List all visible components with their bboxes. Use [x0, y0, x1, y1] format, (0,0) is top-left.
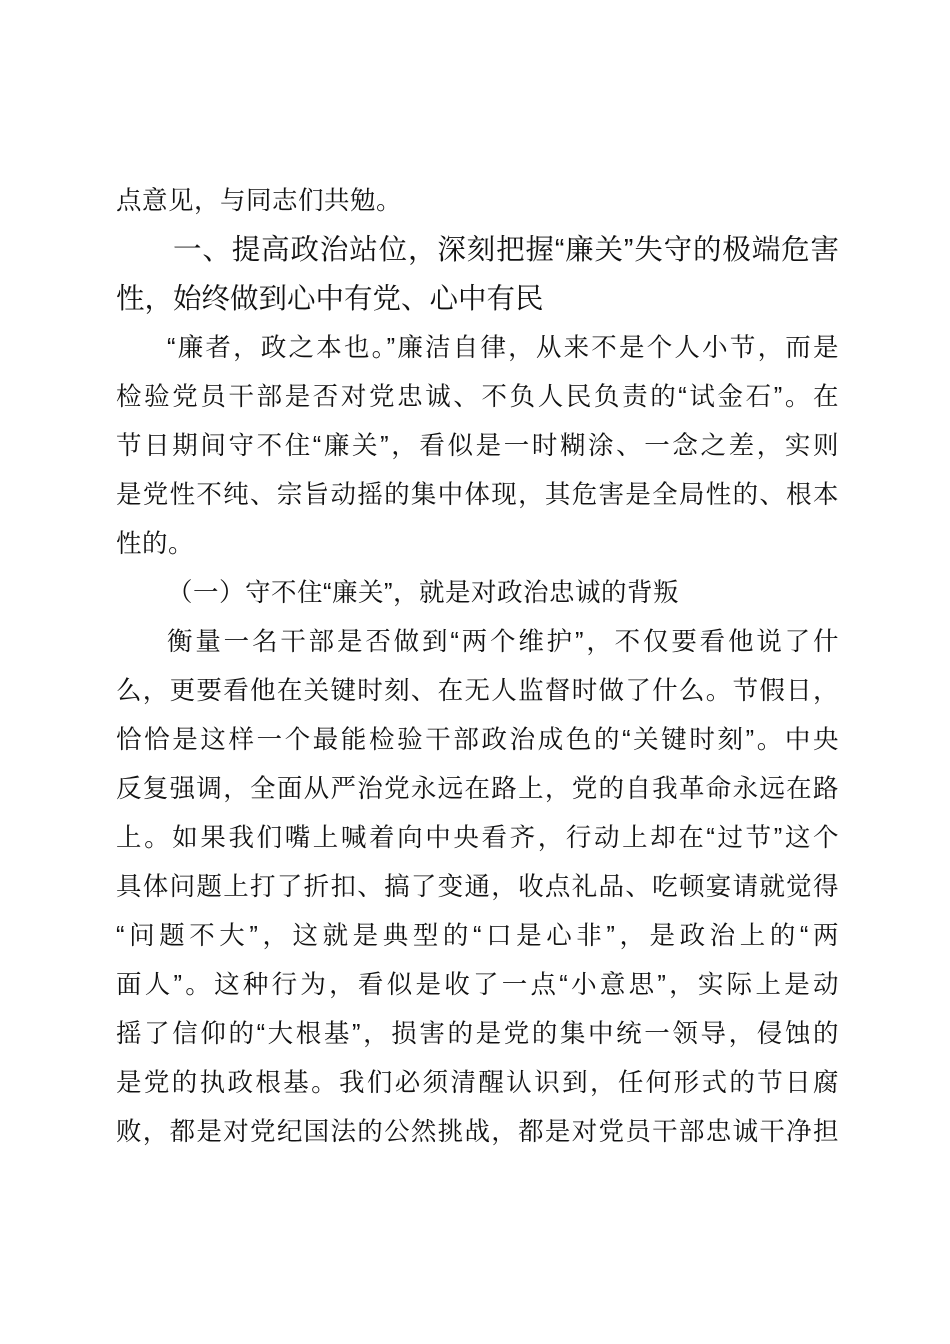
body-text-line: “廉者，政之本也。”廉洁自律，从来不是个人小节，而是 — [167, 334, 839, 362]
body-text-line: 是党性不纯、宗旨动摇的集中体现，其危害是全局性的、根本 — [116, 481, 839, 509]
body-text-line: 面人”。这种行为，看似是收了一点“小意思”，实际上是动 — [116, 971, 839, 999]
body-text-line: 么，更要看他在关键时刻、在无人监督时做了什么。节假日， — [116, 677, 839, 705]
body-text-line: 败，都是对党纪国法的公然挑战，都是对党员干部忠诚干净担 — [116, 1118, 839, 1146]
body-text-line: 节日期间守不住“廉关”，看似是一时糊涂、一念之差，实则 — [116, 432, 839, 460]
body-text-line: 上。如果我们嘴上喊着向中央看齐，行动上却在“过节”这个 — [116, 824, 839, 852]
heading-2-line: （一）守不住“廉关”，就是对政治忠诚的背叛 — [167, 579, 679, 607]
body-text-line: “问题不大”，这就是典型的“口是心非”，是政治上的“两 — [116, 922, 839, 950]
body-text-line: 具体问题上打了折扣、搞了变通，收点礼品、吃顿宴请就觉得 — [116, 873, 839, 901]
heading-1-line-2: 性，始终做到心中有党、心中有民 — [116, 283, 544, 315]
heading-1-line-1: 一、提高政治站位，深刻把握“廉关”失守的极端危害 — [173, 234, 839, 266]
body-text-line: 摇了信仰的“大根基”，损害的是党的集中统一领导，侵蚀的 — [116, 1020, 839, 1048]
body-text-line: 性的。 — [116, 530, 195, 558]
body-text-line: 是党的执政根基。我们必须清醒认识到，任何形式的节日腐 — [116, 1069, 839, 1097]
body-text-line: 衡量一名干部是否做到“两个维护”，不仅要看他说了什 — [167, 628, 839, 656]
body-text-line: 反复强调，全面从严治党永远在路上，党的自我革命永远在路 — [116, 775, 839, 803]
body-text-line: 检验党员干部是否对党忠诚、不负人民负责的“试金石”。在 — [116, 383, 839, 411]
paragraph-end-line: 点意见，与同志们共勉。 — [116, 187, 403, 215]
body-text-line: 恰恰是这样一个最能检验干部政治成色的“关键时刻”。中央 — [116, 726, 839, 754]
document-content — [116, 177, 839, 1157]
